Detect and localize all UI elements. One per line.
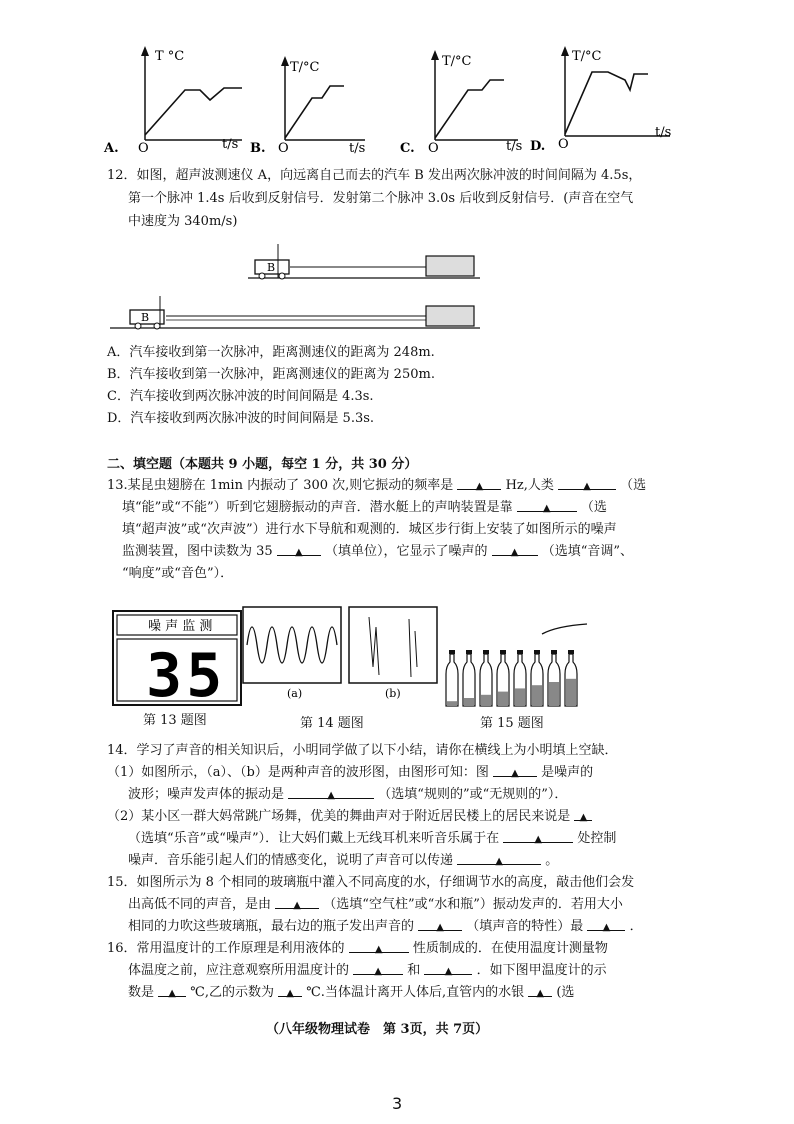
q16-text-9: (选 (556, 985, 575, 1000)
q14-line-2 (128, 784, 567, 805)
glass-bottle (531, 650, 543, 706)
waveform-b-figure (349, 607, 439, 700)
section-2-title: 二、填空题（本题共 9 小题，每空 1 分，共 30 分） (107, 457, 418, 472)
answer-blank-mark: ▲ (602, 922, 611, 933)
q14-text-6: （选填“乐音”或“噪声”）．让大妈们戴上无线耳机来听音乐属于在 (128, 831, 500, 846)
q16-text-8: ℃.当体温计离开人体后,直管内的水银 (306, 985, 525, 1000)
option-b-label: B. (250, 141, 266, 156)
q13-text-2: Hz,人类 (505, 478, 554, 493)
noise-monitor-reading: 35 (146, 641, 227, 711)
q12-stem-line-3: 中速度为 340m/s) (128, 214, 238, 229)
q13-text-1: 13.某昆虫翅膀在 1min 内振动了 300 次,则它振动的频率是 (107, 478, 454, 493)
answer-blank-mark: ▲ (495, 856, 503, 867)
glass-bottle (514, 650, 526, 706)
q14-line-3 (107, 806, 592, 827)
q12-option-c: C．汽车接收到两次脉冲波的时间间隔是 4.3s. (107, 389, 374, 404)
graph-b-xlabel: t/s (349, 141, 366, 156)
waveform-b-label: (b) (385, 687, 401, 700)
q12-speed-diagram (110, 236, 490, 336)
q14-text-5: （2）某小区一群大妈常跳广场舞，优美的舞曲声对于附近居民楼上的居民来说是 (107, 809, 571, 824)
q13-text-6: 监测装置，图中读数为 35 (122, 544, 273, 559)
graph-d-origin: O (558, 137, 569, 152)
glass-bottle (565, 650, 577, 706)
q13-line-5: “响度”或“音色”）． (122, 566, 234, 581)
q13-text-5: （选 (580, 500, 607, 515)
graph-a-origin: O (138, 141, 149, 156)
page-number: 3 (392, 1094, 403, 1113)
glass-bottle (548, 650, 560, 706)
q15-text-4: （填声音的特性）最 (466, 919, 584, 934)
q15-text-1: 出高低不同的声音，是由 (128, 897, 272, 912)
graph-c-xlabel: t/s (506, 139, 523, 154)
q11-graph-c (400, 40, 540, 155)
q15-text-5: ． (629, 919, 643, 934)
q14-line-5: 噪声．音乐能引起人们的情感变化，说明了声音可以传递 ▲ 。 (128, 850, 558, 871)
fig-13-caption: 第 13 题图 (143, 713, 207, 728)
q12-stem-line-1: 12．如图，超声波测速仪 A，向远离自己而去的汽车 B 发出两次脉冲波的时间间隔为 4.5s， (107, 168, 642, 183)
answer-blank-mark: ▲ (327, 790, 335, 801)
q13-line-1 (107, 475, 646, 496)
q15-line-1: 15．如图所示为 8 个相同的玻璃瓶中灌入不同高度的水，仔细调节水的高度，敲击他们会发 (107, 875, 635, 890)
q16-text-3: 体温度之前，应注意观察所用温度计的 (128, 963, 350, 978)
glass-bottle (446, 650, 458, 706)
answer-blank-mark: ▲ (444, 966, 453, 977)
car-b-label-top: B (267, 261, 276, 274)
answer-blank-mark: ▲ (511, 768, 519, 779)
q13-text-8: （选填“音调”、 (541, 544, 634, 559)
answer-blank-mark: ▲ (294, 547, 303, 558)
graph-b-origin: O (278, 141, 289, 156)
q14-text-3: 波形；噪声发声体的振动是 (128, 787, 285, 802)
q14-text-4: （选填“规则的”或“无规则的”）． (378, 787, 568, 802)
option-a-label: A. (104, 141, 119, 156)
q12-option-a: A．汽车接收到第一次脉冲，距离测速仪的距离为 248m. (107, 345, 435, 360)
graph-a-ylabel: T °C (155, 49, 185, 64)
answer-blank-mark: ▲ (536, 988, 545, 999)
glass-bottle (497, 650, 509, 706)
q14-line-1 (107, 762, 593, 783)
answer-blank-mark: ▲ (579, 812, 588, 823)
q15-text-2: （选填“空气柱”或“水和瓶”）振动发声的．若用大小 (323, 897, 623, 912)
q16-line-3 (128, 982, 574, 1003)
q16-text-5: ．如下图甲温度计的示 (476, 963, 607, 978)
answer-blank-mark: ▲ (374, 944, 383, 955)
answer-blank-mark: ▲ (510, 547, 519, 558)
q13-text-3: （选 (620, 478, 647, 493)
q13-line-2 (122, 497, 607, 518)
fig-15-caption: 第 15 题图 (480, 716, 544, 731)
answer-blank-mark: ▲ (583, 481, 591, 492)
q11-graph-a (100, 40, 250, 155)
q13-text-4: 填“能”或“不能”）听到它翅膀振动的声音．潜水艇上的声呐装置是靠 (122, 500, 513, 515)
q11-graph-b (250, 40, 380, 155)
answer-blank-mark: ▲ (475, 481, 484, 492)
q15-line-3 (128, 916, 643, 937)
q12-stem-line-2: 第一个脉冲 1.4s 后收到反射信号．发射第二个脉冲 3.0s 后收到反射信号．(声音在空气 (128, 191, 634, 206)
q12-option-d: D．汽车接收到两次脉冲波的时间间隔是 5.3s. (107, 411, 375, 426)
q16-text-2: 性质制成的．在使用温度计测量物 (412, 941, 608, 956)
graph-c-origin: O (428, 141, 439, 156)
q14-intro: 14．学习了声音的相关知识后，小明同学做了以下小结，请你在横线上为小明填上空缺． (107, 743, 618, 758)
q16-line-1 (107, 938, 608, 959)
graph-d-xlabel: t/s (655, 125, 672, 140)
q15-text-3: 相同的力吹这些玻璃瓶，最右边的瓶子发出声音的 (128, 919, 415, 934)
graph-b-ylabel: T/°C (290, 60, 320, 75)
q16-text-1: 16．常用温度计的工作原理是利用液体的 (107, 941, 345, 956)
answer-blank-mark: ▲ (542, 503, 551, 514)
page-footer: （八年级物理试卷 第 3页，共 7页） (266, 1022, 489, 1037)
waveform-a-label: (a) (287, 687, 303, 700)
option-d-label: D. (530, 139, 546, 154)
q11-graph-d (530, 38, 690, 153)
graph-d-ylabel: T/°C (572, 49, 602, 64)
q14-text-1: （1）如图所示，（a）、（b）是两种声音的波形图，由图形可知：图 (107, 765, 489, 780)
q16-line-2 (128, 960, 607, 981)
graph-a-xlabel: t/s (222, 137, 239, 152)
glass-bottle (463, 650, 475, 706)
answer-blank-mark: ▲ (534, 834, 543, 845)
glass-bottles-figure (442, 622, 592, 708)
q14-text-8: 噪声．音乐能引起人们的情感变化，说明了声音可以传递 (128, 853, 454, 868)
answer-blank-mark: ▲ (436, 922, 444, 933)
q14-text-2: 是噪声的 (541, 765, 594, 780)
q12-option-b: B．汽车接收到第一次脉冲，距离测速仪的距离为 250m. (107, 367, 435, 382)
glass-bottle (480, 650, 492, 706)
q16-text-4: 和 (407, 963, 421, 978)
answer-blank-mark: ▲ (293, 900, 301, 911)
q16-text-6: 数是 (128, 985, 155, 1000)
option-c-label: C. (400, 141, 415, 156)
q14-text-7: 处控制 (577, 831, 617, 846)
q14-line-4 (128, 828, 616, 849)
answer-blank-mark: ▲ (286, 988, 294, 999)
q15-line-2 (128, 894, 623, 915)
noise-monitor-figure (112, 610, 242, 711)
answer-blank-mark: ▲ (168, 988, 176, 999)
car-b-label-bottom: B (141, 311, 150, 324)
waveform-a-figure (243, 607, 343, 700)
answer-blank-mark: ▲ (374, 966, 382, 977)
q13-line-3: 填“超声波”或“次声波”）进行水下导航和观测的．城区步行街上安装了如图所示的噪声 (122, 522, 617, 537)
q16-text-7: ℃,乙的示数为 (190, 985, 274, 1000)
noise-monitor-title: 噪 声 监 测 (148, 619, 213, 634)
graph-c-ylabel: T/°C (442, 54, 472, 69)
fig-14-caption: 第 14 题图 (300, 716, 364, 731)
q13-text-7: （填单位），它显示了噪声的 (324, 544, 488, 559)
q13-line-4 (122, 541, 633, 562)
